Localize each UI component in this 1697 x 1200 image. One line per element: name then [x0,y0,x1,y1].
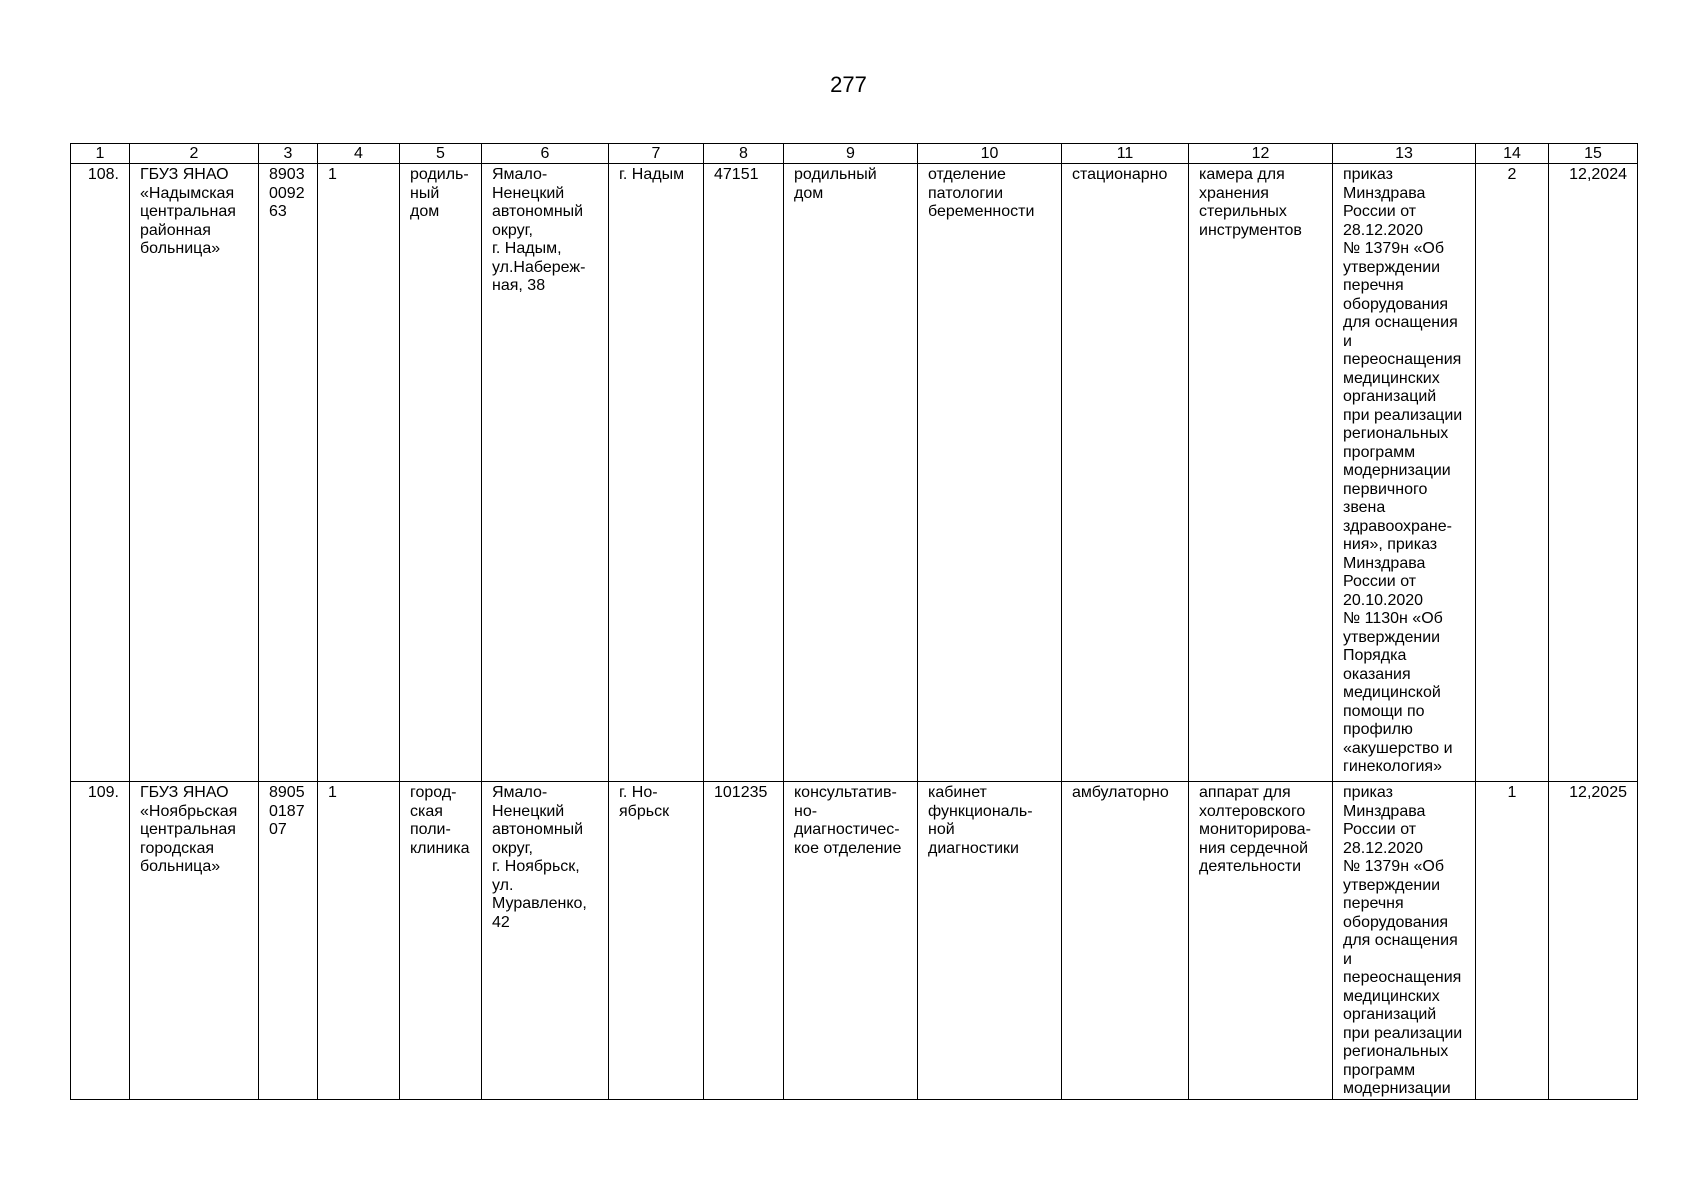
cell-line: ной [928,821,955,838]
column-header: 14 [1476,144,1549,164]
facility-type [400,164,482,782]
inn-code [259,164,318,782]
page-number: 277 [830,72,867,97]
cell-line: Минздрава [1343,184,1426,202]
cell-line: 63 [269,203,287,220]
cell-line: 42 [492,913,510,931]
care-condition [1062,164,1189,782]
cell-line: но- [794,802,818,820]
cell-line: диагностичес- [794,821,900,838]
cell-line: ул. [492,876,514,894]
cell-line: № 1130н «Об [1343,610,1443,627]
cell-line: ская [410,802,443,820]
cell-line: оборудования [1343,295,1449,313]
cell-line: России от [1343,203,1417,220]
column-header: 15 [1549,144,1638,164]
cell-line: функциональ- [928,802,1033,820]
cell-line: Ямало- [492,166,548,183]
cell-line: районная [140,221,211,239]
row-number: 108. [71,164,130,782]
cell-line: Муравленко, [492,895,587,912]
cell-line: утверждении [1343,258,1441,276]
column-header: 2 [130,144,259,164]
cell-line: г. Надым, [492,240,562,257]
cell-line: кабинет [928,784,987,801]
organization-name [130,782,259,1100]
cell-line: Ненецкий [492,802,565,820]
cell-line: холтеровского [1199,802,1306,820]
cell-line: стационарно [1072,166,1168,183]
column-header: 9 [784,144,918,164]
cell-line: 8905 [269,784,305,801]
cell-line: г. Но- [619,784,658,801]
cell-line: родильный [794,166,877,183]
cell-line: при реализации [1343,406,1463,424]
cell-line: «Надымская [140,184,235,202]
delivery-date: 12,2025 [1549,782,1638,1100]
equipment-name [1189,782,1333,1100]
cell-line: округ, [492,221,533,239]
column-header: 7 [609,144,704,164]
cell-line: центральная [140,821,236,838]
cell-line: камера для [1199,166,1285,183]
unit [918,164,1062,782]
cell-line: больница» [140,858,221,875]
facility-type [400,782,482,1100]
cell-line: ния», приказ [1343,536,1438,553]
cell-line: ГБУЗ ЯНАО [140,784,229,801]
organization-name [130,164,259,782]
cell-line: консультатив- [794,784,897,801]
cell-line: отделение [928,166,1006,183]
cell-line: перечня [1343,895,1404,912]
cell-line: программ [1343,1061,1416,1079]
cell-line: оборудования [1343,913,1449,931]
oktmo-code: 47151 [704,164,784,782]
cell-line: здравоохране- [1343,517,1452,535]
column-header: 6 [482,144,609,164]
address [482,164,609,782]
cell-line: «Ноябрьская [140,802,238,820]
cell-line: приказ [1343,166,1393,183]
cell-line: беременности [928,203,1035,220]
cell-line: № 1379н «Об [1343,240,1444,257]
cell-line: центральная [140,203,236,220]
column-header: 13 [1333,144,1476,164]
cell-line: профилю [1343,721,1413,738]
cell-line: родиль- [410,166,469,183]
department [784,164,918,782]
cell-line: программ [1343,443,1416,461]
cell-line: диагностики [928,839,1019,857]
cell-line: 0092 [269,184,305,202]
cell-line: г. Ноябрьск, [492,858,580,875]
table-row [71,164,1638,782]
column-header: 3 [259,144,318,164]
table-row [71,782,1638,1100]
care-condition [1062,782,1189,1100]
cell-line: перечня [1343,277,1404,294]
cell-line: поли- [410,821,451,838]
cell-line: для оснащения [1343,314,1458,331]
column-header: 11 [1062,144,1189,164]
cell-line: утверждении [1343,628,1441,646]
column-header: 4 [318,144,400,164]
cell-line: модернизации [1343,462,1451,479]
cell-line: гинекология» [1343,758,1442,775]
cell-line: России от [1343,573,1417,590]
cell-line: 07 [269,821,287,838]
cell-line: «акушерство и [1343,739,1453,757]
oktmo-code: 101235 [704,782,784,1100]
cell-line: 20.10.2020 [1343,591,1424,609]
cell-line: медицинских [1343,369,1440,387]
cell-line: ная, 38 [492,277,546,294]
cell-line: Минздрава [1343,802,1426,820]
cell-line: дом [410,203,440,220]
cell-line: хранения [1199,184,1269,202]
cell-line: 28.12.2020 [1343,221,1424,239]
cell-line: амбулаторно [1072,784,1169,801]
cell-line: ния сердечной [1199,839,1309,857]
cell-line: ГБУЗ ЯНАО [140,166,229,183]
row-number: 109. [71,782,130,1100]
cell-line: оказания [1343,665,1411,683]
city [609,164,704,782]
cell-line: № 1379н «Об [1343,858,1444,875]
cell-line: и [1343,332,1352,350]
cell-line: утверждении [1343,876,1441,894]
cell-line: организаций [1343,1006,1437,1023]
cell-line: инструментов [1199,221,1302,239]
cell-line: деятельности [1199,858,1302,875]
cell-line: автономный [492,821,584,838]
cell-line: клиника [410,839,470,857]
legal-basis [1333,782,1476,1100]
cell-line: при реализации [1343,1024,1463,1042]
city [609,782,704,1100]
cell-line: организаций [1343,388,1437,405]
cell-line: 0187 [269,802,305,820]
quantity-code: 1 [318,164,400,782]
address [482,782,609,1100]
unit [918,782,1062,1100]
cell-line: медицинских [1343,987,1440,1005]
header-row [71,144,1638,164]
department [784,782,918,1100]
cell-line: больница» [140,240,221,257]
cell-line: мониторирова- [1199,821,1311,838]
cell-line: Ямало- [492,784,548,801]
delivery-date: 12,2024 [1549,164,1638,782]
cell-line: патологии [928,184,1004,202]
cell-line: России от [1343,821,1417,838]
legal-basis [1333,164,1476,782]
cell-line: для оснащения [1343,932,1458,949]
column-header: 5 [400,144,482,164]
cell-line: региональных [1343,1043,1449,1060]
column-header: 12 [1189,144,1333,164]
equipment-table [70,143,1638,1100]
cell-line: переоснащения [1343,969,1462,986]
cell-line: городская [140,839,215,857]
column-header: 1 [71,144,130,164]
cell-line: Минздрава [1343,554,1426,572]
cell-line: ул.Набереж- [492,258,586,276]
cell-line: первичного [1343,480,1428,498]
cell-line: ный [410,184,440,202]
cell-line: региональных [1343,425,1449,442]
quantity-code: 1 [318,782,400,1100]
equipment-name [1189,164,1333,782]
cell-line: и [1343,950,1352,968]
cell-line: Ненецкий [492,184,565,202]
cell-line: ябрьск [619,802,670,820]
cell-line: Порядка [1343,647,1407,664]
equipment-count: 2 [1476,164,1549,782]
cell-line: 8903 [269,166,305,183]
cell-line: модернизации [1343,1080,1451,1097]
cell-line: аппарат для [1199,784,1291,801]
cell-line: стерильных [1199,203,1287,220]
cell-line: переоснащения [1343,351,1462,368]
cell-line: г. Надым [619,166,685,183]
column-header: 10 [918,144,1062,164]
cell-line: приказ [1343,784,1393,801]
cell-line: кое отделение [794,839,902,857]
column-header: 8 [704,144,784,164]
cell-line: помощи по [1343,702,1425,720]
cell-line: медицинской [1343,684,1441,701]
cell-line: дом [794,184,824,202]
cell-line: город- [410,784,457,801]
inn-code [259,782,318,1100]
equipment-count: 1 [1476,782,1549,1100]
cell-line: автономный [492,203,584,220]
cell-line: звена [1343,499,1386,516]
cell-line: округ, [492,839,533,857]
cell-line: 28.12.2020 [1343,839,1424,857]
